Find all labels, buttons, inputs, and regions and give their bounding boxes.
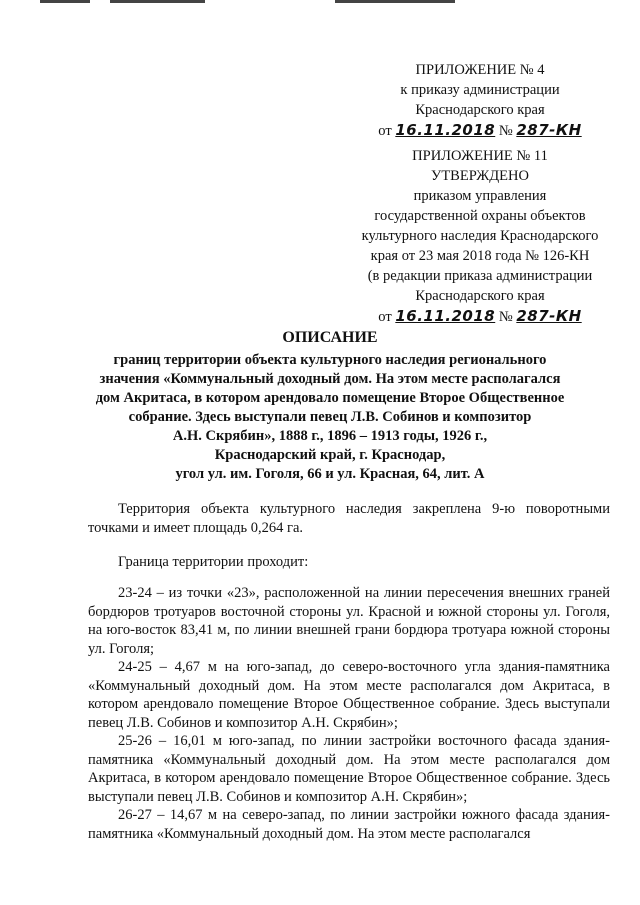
segment-paragraph: 26-27 – 14,67 м на северо-запад, по линии застройки южного фасада здания-памятника «Коммунальный доходный дом. На этом месте располагался	[88, 807, 610, 842]
scan-mark	[40, 0, 90, 3]
body-intro	[88, 500, 610, 537]
segment-paragraph: 23-24 – из точки «23», расположенной на линии пересечения внешних граней бордюров тротуаров восточной стороны ул. Красной и южной стороны ул. Гоголя, на юго-восток 83,41 м, по линии внешней грани бордюра тротуара южной стороны ул. Гоголя;	[88, 585, 610, 657]
appendix-4-line2: Краснодарского края	[415, 102, 545, 118]
scan-mark	[110, 0, 205, 3]
appendix-11-line: края от 23 мая 2018 года № 126-КН	[370, 248, 590, 264]
handwritten-date: 16.11.2018	[395, 121, 496, 139]
handwritten-date: 16.11.2018	[395, 307, 496, 325]
segment-paragraph: 24-25 – 4,67 м на юго-запад, до северо-восточного угла здания-памятника «Коммунальный доходный дом. На этом месте располагался дом Акритаса, в котором арендовало помещение Второе Общественное собрание. Здесь выступали певец Л.В. Собинов и композитор А.Н. Скрябин»;	[88, 659, 610, 731]
document-title	[60, 328, 600, 484]
approved-label: УТВЕРЖДЕНО	[431, 168, 529, 184]
appendix-11-line: Краснодарского края	[415, 288, 545, 304]
appendix-4-block	[350, 60, 610, 141]
handwritten-number: 287-КН	[516, 121, 582, 139]
body-boundary	[88, 553, 610, 572]
appendix-4-date-line: от 16.11.2018 № 287-КН	[378, 121, 582, 139]
handwritten-number: 287-КН	[516, 307, 582, 325]
title-line: угол ул. им. Гоголя, 66 и ул. Красная, 64, лит. А	[175, 466, 485, 482]
appendix-4-line1: к приказу администрации	[400, 82, 560, 98]
appendix-11-line: (в редакции приказа администрации	[367, 268, 593, 284]
scan-mark	[335, 0, 455, 3]
segment-paragraph: 25-26 – 16,01 м юго-запад, по линии застройки восточного фасада здания-памятника «Коммунальный доходный дом. На этом месте располагался дом Акритаса, в котором арендовало помещение Второе Общественное собрание. Здесь выступали певец Л.В. Собинов и композитор А.Н. Скрябин»;	[88, 733, 610, 805]
title-line: собрание. Здесь выступали певец Л.В. Собинов и композитор	[128, 409, 532, 425]
intro-paragraph: Территория объекта культурного наследия закреплена 9-ю поворотными точками и имеет площадь 0,264 га.	[88, 501, 610, 536]
title-heading: ОПИСАНИЕ	[282, 329, 378, 346]
boundary-heading: Граница территории проходит:	[118, 554, 309, 570]
title-line: значения «Коммунальный доходный дом. На этом месте располагался	[99, 371, 561, 387]
appendix-4-title: ПРИЛОЖЕНИЕ № 4	[415, 62, 545, 78]
title-line: границ территории объекта культурного наследия регионального	[113, 352, 547, 368]
appendix-11-line: государственной охраны объектов	[374, 208, 586, 224]
appendix-11-line: культурного наследия Краснодарского	[361, 228, 599, 244]
title-line: А.Н. Скрябин», 1888 г., 1896 – 1913 годы, 1926 г.,	[172, 428, 488, 444]
appendix-11-line: приказом управления	[413, 188, 547, 204]
appendix-11-title: ПРИЛОЖЕНИЕ № 11	[412, 148, 548, 164]
appendix-11-block	[350, 146, 610, 327]
title-line: дом Акритаса, в котором арендовало помещение Второе Общественное	[95, 390, 565, 406]
title-line: Краснодарский край, г. Краснодар,	[214, 447, 446, 463]
appendix-11-date-line: от 16.11.2018 № 287-КН	[378, 307, 582, 325]
segments-list	[88, 584, 610, 843]
